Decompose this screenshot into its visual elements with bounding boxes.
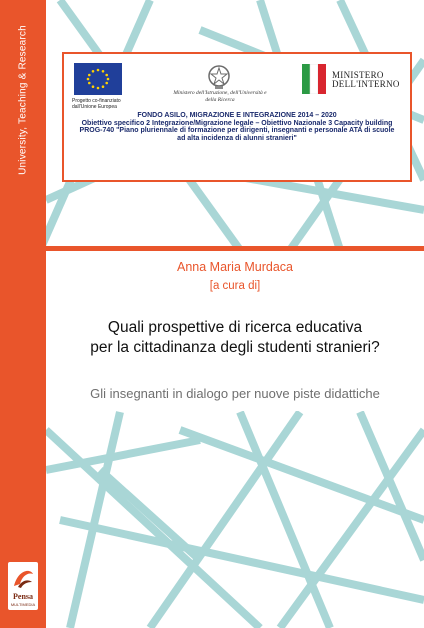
fund-line: Obiettivo specifico 2 Integrazione/Migrazione legale – Obiettivo Nazionale 3 Capacity building [81,119,393,127]
book-subtitle: Gli insegnanti in dialogo per nuove piste didattiche [90,386,380,401]
publisher-logo-icon [8,562,38,592]
italian-emblem-icon [206,63,232,91]
title-line: per la cittadinanza degli studenti stranieri? [90,339,380,356]
eu-caption: Progetto co-finanziato dall'Unione Europea [72,98,121,110]
fund-line: FONDO ASILO, MIGRAZIONE E INTEGRAZIONE 2014 – 2020 [137,112,337,119]
funding-header-box [62,52,412,182]
italian-flag-icon [302,64,326,94]
title-line: Quali prospettive di ricerca educativa [107,319,363,336]
fund-description [68,112,406,142]
fund-line: PROG-740 "Piano pluriennale di formazione per dirigenti, insegnanti e personale ATA di scuole [79,127,395,135]
interior-ministry-label [332,71,400,89]
eu-flag-icon [74,63,122,95]
publisher-name: Pensa [13,592,33,601]
publisher-logo [8,562,38,610]
author-name: Anna Maria Murdaca [176,260,294,274]
interior-label-line1: MINISTERO [332,70,384,80]
series-label: University, Teaching & Research [17,25,29,175]
fund-line: ad alta incidenza di alunni stranieri" [177,134,297,142]
publisher-sub: MULTIMEDIA [10,602,36,607]
book-title [46,318,424,358]
editor-note: [a cura di] [209,280,261,292]
interior-label-line2: DELL'INTERNO [332,79,400,89]
ministry-caption: Ministero dell'Istruzione, dell'Università e della Ricerca [173,90,267,103]
sidebar-stripe [0,0,46,628]
